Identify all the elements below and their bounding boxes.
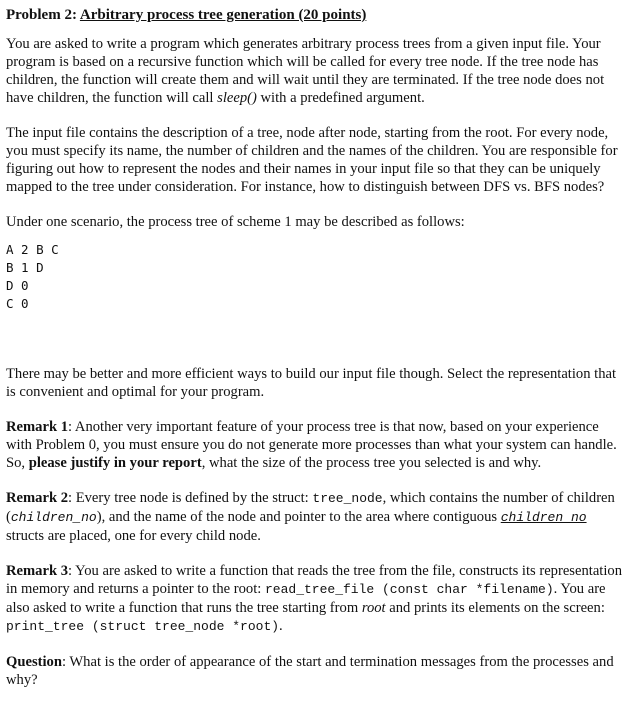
remark-2 (6, 489, 625, 545)
intro-paragraph (6, 35, 625, 107)
remark-2-text-2: , which contains the number of children ( (6, 490, 615, 525)
problem-title (6, 6, 625, 24)
question-text: : What is the order of appearance of the start and termination messages from the processes and why? (6, 654, 614, 688)
read-tree-file-signature: read_tree_file (const char *filename) (264, 582, 554, 597)
remark-3-text-4: . (279, 618, 283, 634)
input-file-paragraph: The input file contains the description of a tree, node after node, starting from the root. For every node, you must specify its name, the number of children and the names of the children. You are responsible for figuring out how to represent the nodes and their names in your input file so that they can be uniquely mapped to the tree under consideration. For instance, how to distinguish between DFS vs. BFS nodes? (6, 125, 618, 195)
code-line-2: B 1 D (6, 260, 44, 275)
code-line-3: D 0 (6, 278, 29, 293)
remark-2-text-3: ), and the name of the node and pointer to the area where contiguous (96, 509, 501, 525)
remark-2-text-4: structs are placed, one for every child node. (6, 528, 261, 544)
remark-2-label: Remark 2 (6, 490, 69, 506)
question (6, 653, 625, 689)
code-line-1: A 2 B C (6, 242, 59, 257)
scenario-paragraph: Under one scenario, the process tree of scheme 1 may be described as follows: (6, 214, 465, 230)
code-line-4: C 0 (6, 296, 29, 311)
sleep-function: sleep() (217, 90, 257, 106)
tree-description-code (6, 241, 625, 313)
remark-1-text-end: , what the size of the process tree you selected is and why. (201, 455, 542, 471)
remark-3 (6, 562, 625, 636)
remark-3-text-3: and prints its elements on the screen: (385, 600, 605, 616)
intro-text-end: with a predefined argument. (256, 90, 425, 106)
question-label: Question (6, 654, 62, 670)
remark-2-text: : Every tree node is defined by the struct: (68, 490, 313, 506)
remark-1-bold: please justify in your report (28, 455, 202, 471)
print-tree-signature: print_tree (struct tree_node *root) (6, 619, 280, 634)
root-word: root (361, 600, 386, 616)
remark-3-text-2: . You are also asked to write a function that runs the tree starting from (6, 581, 606, 616)
remark-1-label: Remark 1 (6, 419, 69, 435)
problem-name: Arbitrary process tree generation (20 points) (79, 7, 367, 23)
problem-label: Problem 2 (6, 7, 72, 23)
children-no-field: children_no (10, 510, 97, 525)
children-no-structs: children_no (500, 510, 587, 525)
representation-paragraph: There may be better and more efficient ways to build our input file though. Select the representation that is convenient and optimal for your program. (6, 366, 617, 400)
title-colon: : (71, 7, 80, 23)
remark-3-text: : You are asked to write a function that reads the tree from the file, constructs its representation in memory and returns a pointer to the root: (6, 563, 623, 597)
remark-3-label: Remark 3 (6, 563, 69, 579)
remark-1-text: : Another very important feature of your process tree is that now, based on your experience with Problem 0, you must ensure you do not generate more processes than what your system can handle. So, (6, 419, 617, 471)
remark-1 (6, 418, 625, 472)
intro-text: You are asked to write a program which generates arbitrary process trees from a given input file. Your program is based on a recursive function which will be called for every tree node. If the tree node has children, the function will create them and will wait until they are terminated. If the tree node does not have children, the function will call (6, 36, 605, 106)
tree-node-struct: tree_node (312, 491, 383, 506)
